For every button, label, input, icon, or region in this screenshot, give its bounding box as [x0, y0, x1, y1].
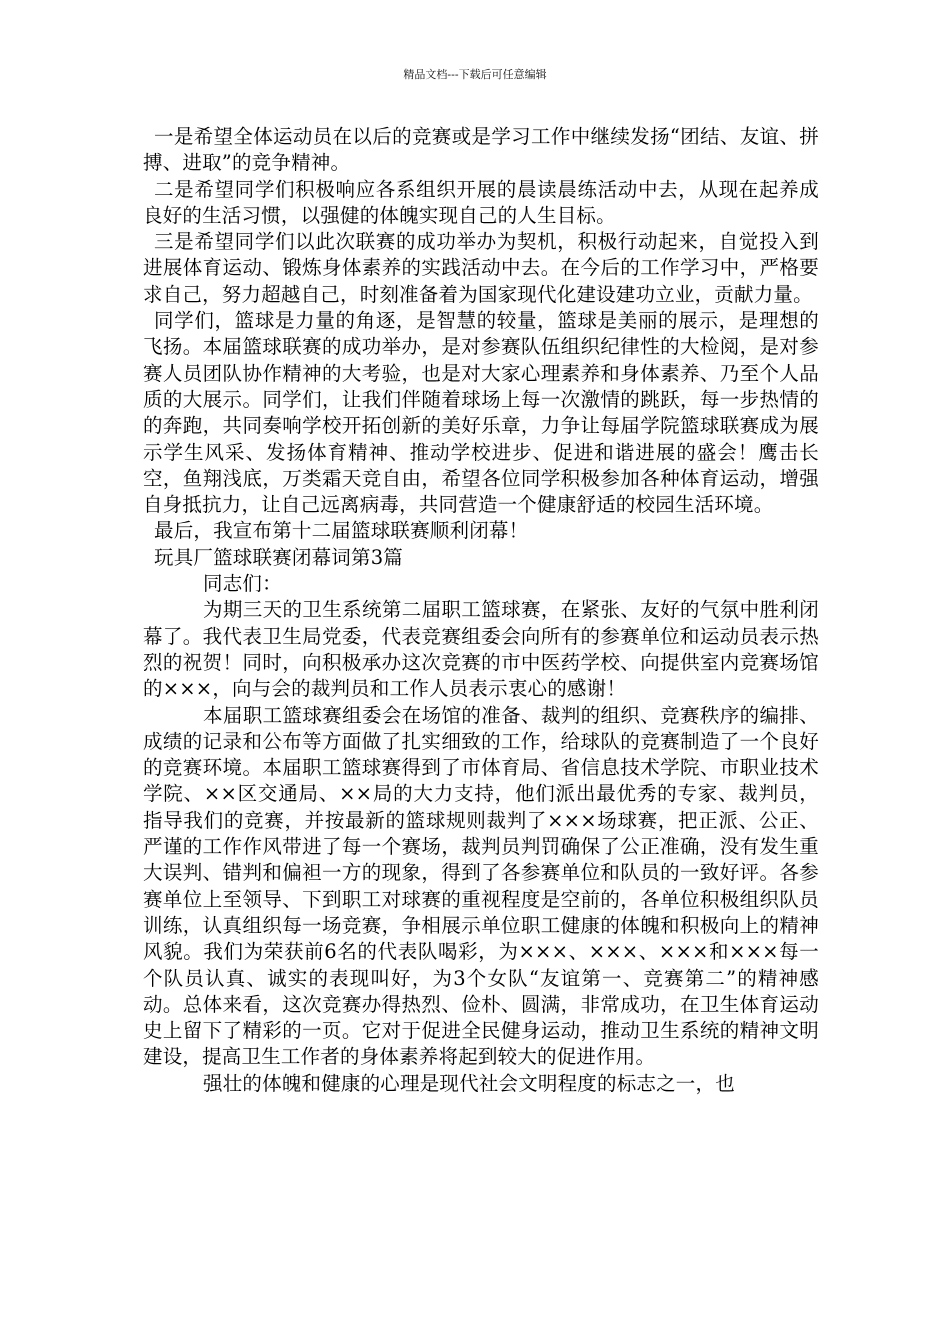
paragraph-closing-declaration: 最后，我宣布第十二届篮球联赛顺利闭幕！: [154, 519, 529, 543]
section-title: 玩具厂篮球联赛闭幕词第3篇: [154, 545, 404, 569]
paragraph-health-fragment: 强壮的体魄和健康的心理是现代社会文明程度的标志之一，也: [203, 1071, 735, 1095]
paragraph-hope-one: 一是希望全体运动员在以后的竞赛或是学习工作中继续发扬“团结、友谊、拼搏、进取”的竞争精神。: [143, 125, 819, 175]
salutation: 同志们：: [203, 572, 282, 596]
paragraph-hope-three: 三是希望同学们以此次联赛的成功举办为契机，积极行动起来，自觉投入到进展体育运动、锻炼身体素养的实践活动中去。在今后的工作学习中，严格要求自己，努力超越自己，时刻准备着为国家现代化建设建功立业，贡献力量。: [143, 230, 819, 306]
document-body: [143, 124, 819, 1097]
paragraph-basketball-speech: 同学们，篮球是力量的角逐，是智慧的较量，篮球是美丽的展示，是理想的飞扬。本届篮球联赛的成功举办，是对参赛队伍组织纪律性的大检阅，是对参赛人员团队协作精神的大考验，也是对大家心理素养和身体素养、乃至个人品质的大展示。同学们，让我们伴随着球场上每一次激情的跳跃，每一步热情的的奔跑，共同奏响学校开拓创新的美好乐章，力争让每届学院篮球联赛成为展示学生风采、发扬体育精神、推动学校进步、促进和谐进展的盛会！鹰击长空，鱼翔浅底，万类霜天竞自由，希望各位同学积极参加各种体育运动，增强自身抵抗力，让自己远离病毒，共同营造一个健康舒适的校园生活环境。: [143, 309, 819, 517]
paragraph-organization-review: 本届职工篮球赛组委会在场馆的准备、裁判的组织、竞赛秩序的编排、成绩的记录和公布等方面做了扎实细致的工作，给球队的竞赛制造了一个良好的竞赛环境。本届职工篮球赛得到了市体育局、省信息技术学院、市职业技术学院、××区交通局、××局的大力支持，他们派出最优秀的专家、裁判员，指导我们的竞赛，并按最新的篮球规则裁判了×××场球赛，把正派、公正、严谨的工作作风带进了每一个赛场，裁判员判罚确保了公正准确，没有发生重大误判、错判和偏袒一方的现象，得到了各参赛单位和队员的一致好评。各参赛单位上至领导、下到职工对球赛的重视程度是空前的，各单位积极组织队员训练，认真组织每一场竞赛，争相展示单位职工健康的体魄和积极向上的精神风貌。我们为荣获前6名的代表队喝彩，为×××、×××、×××和×××每一个队员认真、诚实的表现叫好，为3个女队“友谊第一、竞赛第二”的精神感动。总体来看，这次竞赛办得热烈、俭朴、圆满，非常成功，在卫生体育运动史上留下了精彩的一页。它对于促进全民健身运动，推动卫生系统的精神文明建设，提高卫生工作者的身体素养将起到较大的促进作用。: [143, 703, 819, 1069]
page-header: 精品文档---下载后可任意编辑: [403, 68, 547, 81]
paragraph-congratulations: 为期三天的卫生系统第二届职工篮球赛，在紧张、友好的气氛中胜利闭幕了。我代表卫生局党委，代表竞赛组委会向所有的参赛单位和运动员表示热烈的祝贺！同时，向积极承办这次竞赛的市中医药学校、向提供室内竞赛场馆的×××，向与会的裁判员和工作人员表示衷心的感谢！: [143, 598, 819, 701]
paragraph-hope-two: 二是希望同学们积极响应各系组织开展的晨读晨练活动中去，从现在起养成良好的生活习惯，以强健的体魄实现自己的人生目标。: [143, 177, 819, 227]
